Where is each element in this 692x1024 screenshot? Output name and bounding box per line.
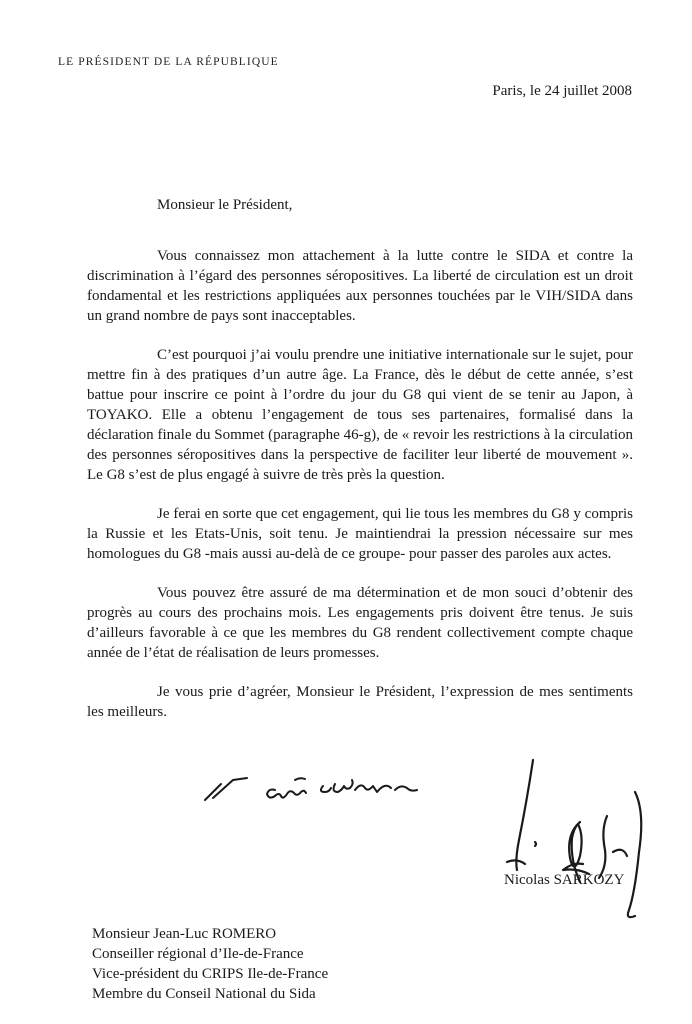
recipient-address: [92, 924, 328, 1004]
letter-date: Paris, le 24 juillet 2008: [492, 83, 632, 99]
paragraph: Vous pouvez être assuré de ma détermination et de mon souci d’obtenir des progrès au cours des prochains mois. Les engagements pris doivent être tenus. Je suis d’ailleurs favorable à ce que les membres du G8 rendent collectivement compte chaque année de l’état de réalisation de leurs promesses.: [87, 585, 633, 661]
recipient-line: Monsieur Jean-Luc ROMERO: [92, 926, 277, 942]
recipient-line: Conseiller régional d’Ile-de-France: [92, 946, 304, 962]
paragraph: Vous connaissez mon attachement à la lutte contre le SIDA et contre la discrimination à l’égard des personnes séropositives. La liberté de circulation est un droit fondamental et les restrictions appliquées aux personnes touchées par le VIH/SIDA dans un grand nombre de pays sont inacceptables.: [87, 248, 633, 324]
recipient-line: Membre du Conseil National du Sida: [92, 986, 316, 1002]
recipient-line: Vice-président du CRIPS Ile-de-France: [92, 966, 329, 982]
signer-name: Nicolas SARKOZY: [504, 872, 625, 888]
letter-body: [87, 246, 633, 741]
paragraph: C’est pourquoi j’ai voulu prendre une initiative internationale sur le sujet, pour mettre fin à des pratiques d’un autre âge. La France, dès le début de cette année, s’est battue pour inscrire ce point à l’ordre du jour du G8 qui vient de se tenir au Japon, à TOYAKO. Elle a obtenu l’engagement de tous ses partenaires, formalisé dans la déclaration finale du Sommet (paragraphe 46-g), de « revoir les restrictions à la circulation des personnes séropositives dans la perspective de faciliter leur liberté de mouvement ». Le G8 s’est de plus engagé à suivre de très près la question.: [87, 347, 633, 483]
paragraph: Je vous prie d’agréer, Monsieur le Président, l’expression de mes sentiments les meilleurs.: [87, 684, 633, 720]
handwritten-closing: [195, 762, 425, 812]
paragraph: Je ferai en sorte que cet engagement, qui lie tous les membres du G8 y compris la Russie et les Etats-Unis, soit tenu. Je maintiendrai la pression nécessaire sur mes homologues du G8 -mais aussi au-delà de ce groupe- pour passer des paroles aux actes.: [87, 506, 633, 562]
letterhead: LE PRÉSIDENT DE LA RÉPUBLIQUE: [58, 56, 279, 68]
salutation: Monsieur le Président,: [157, 197, 293, 213]
signature: [495, 752, 670, 922]
